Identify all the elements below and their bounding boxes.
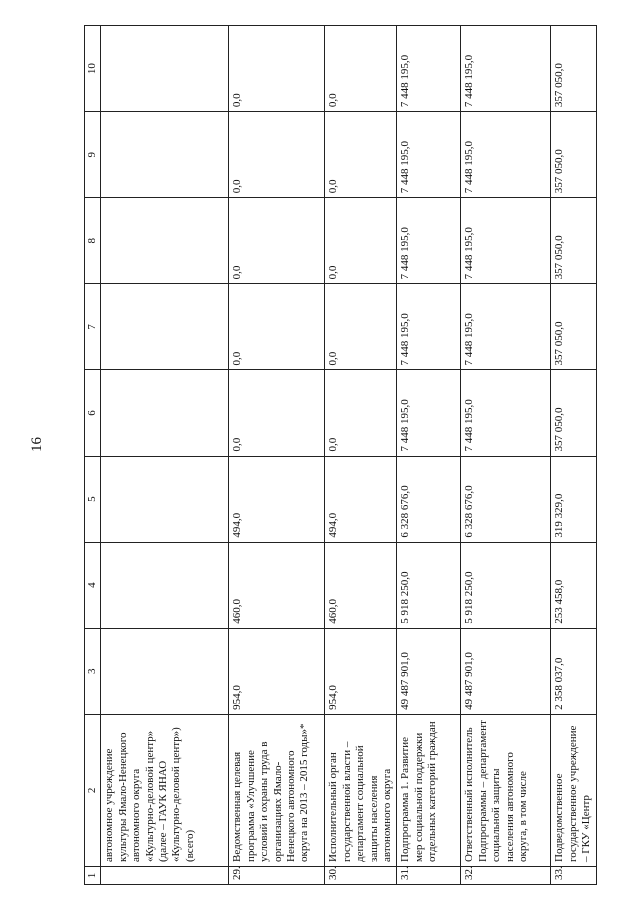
value-cell: 49 487 901,0 [461,628,551,714]
row-name: Ведомственная целевая программа «Улучшение условий и охраны труда в организациях Ямало-Ненецкого автономного округа на 2013 – 2015 годы»* [229,714,325,866]
column-header: 3 [85,628,101,714]
value-cell: 5 918 250,0 [461,542,551,628]
column-header: 4 [85,542,101,628]
row-number: 29. [229,866,325,884]
value-cell: 357 050,0 [551,198,596,284]
column-header: 5 [85,456,101,542]
column-header: 6 [85,370,101,456]
column-header: 8 [85,198,101,284]
value-cell: 5 918 250,0 [397,542,461,628]
row-name: автономное учреждение культуры Ямало-Ненецкого автономного округа «Культурно-деловой центр» (далее – ГАУК ЯНАО «Культурно-деловой центр») (всего) [101,714,229,866]
table-row [101,26,229,885]
value-cell: 253 458,0 [551,542,596,628]
row-name: Исполнительный орган государственной власти – департамент социальной защиты населения автономного округа [325,714,397,866]
value-cell: 357 050,0 [551,370,596,456]
value-cell: 49 487 901,0 [397,628,461,714]
column-header: 10 [85,26,101,112]
value-cell: 2 358 037,0 [551,628,596,714]
value-cell: 357 050,0 [551,112,596,198]
table-header-row [85,26,101,885]
value-cell: 7 448 195,0 [397,284,461,370]
value-cell [101,370,229,456]
value-cell: 7 448 195,0 [397,370,461,456]
row-name: Ответственный исполнитель Подпрограммы – департамент социальной защиты населения автономного округа, в том числе [461,714,551,866]
value-cell: 357 050,0 [551,284,596,370]
row-number: 31. [397,866,461,884]
value-cell: 6 328 676,0 [397,456,461,542]
value-cell: 357 050,0 [551,26,596,112]
value-cell [101,26,229,112]
table-row [229,26,325,885]
value-cell: 0,0 [229,26,325,112]
page-number: 16 [29,437,45,452]
table-row [461,26,551,885]
value-cell: 0,0 [229,198,325,284]
table-row [551,26,596,885]
column-header: 1 [85,866,101,884]
value-cell: 0,0 [325,112,397,198]
value-cell: 0,0 [325,370,397,456]
value-cell: 954,0 [325,628,397,714]
value-cell: 0,0 [229,284,325,370]
value-cell [101,542,229,628]
value-cell: 0,0 [325,284,397,370]
value-cell: 6 328 676,0 [461,456,551,542]
value-cell: 0,0 [325,198,397,284]
row-name: Подпрограмма 1. Развитие мер социальной поддержки отдельных категорий граждан [397,714,461,866]
value-cell: 7 448 195,0 [461,370,551,456]
value-cell [101,112,229,198]
value-cell [101,198,229,284]
value-cell [101,628,229,714]
column-header: 7 [85,284,101,370]
row-number: 33. [551,866,596,884]
value-cell: 7 448 195,0 [397,198,461,284]
value-cell: 7 448 195,0 [461,112,551,198]
value-cell: 0,0 [325,26,397,112]
value-cell: 460,0 [229,542,325,628]
value-cell: 7 448 195,0 [397,26,461,112]
value-cell: 0,0 [229,112,325,198]
row-number: 30. [325,866,397,884]
row-number [101,866,229,884]
value-cell: 319 329,0 [551,456,596,542]
value-cell: 7 448 195,0 [461,284,551,370]
value-cell: 494,0 [325,456,397,542]
value-cell: 954,0 [229,628,325,714]
value-cell: 7 448 195,0 [397,112,461,198]
rotated-table-container [84,25,593,885]
value-cell [101,284,229,370]
value-cell: 494,0 [229,456,325,542]
column-header: 2 [85,714,101,866]
budget-table [84,25,597,885]
column-header: 9 [85,112,101,198]
value-cell: 7 448 195,0 [461,198,551,284]
value-cell: 460,0 [325,542,397,628]
value-cell [101,456,229,542]
table-row [325,26,397,885]
value-cell: 7 448 195,0 [461,26,551,112]
row-name: Подведомственное государственное учреждение – ГКУ «Центр [551,714,596,866]
table-row [397,26,461,885]
row-number: 32. [461,866,551,884]
value-cell: 0,0 [229,370,325,456]
